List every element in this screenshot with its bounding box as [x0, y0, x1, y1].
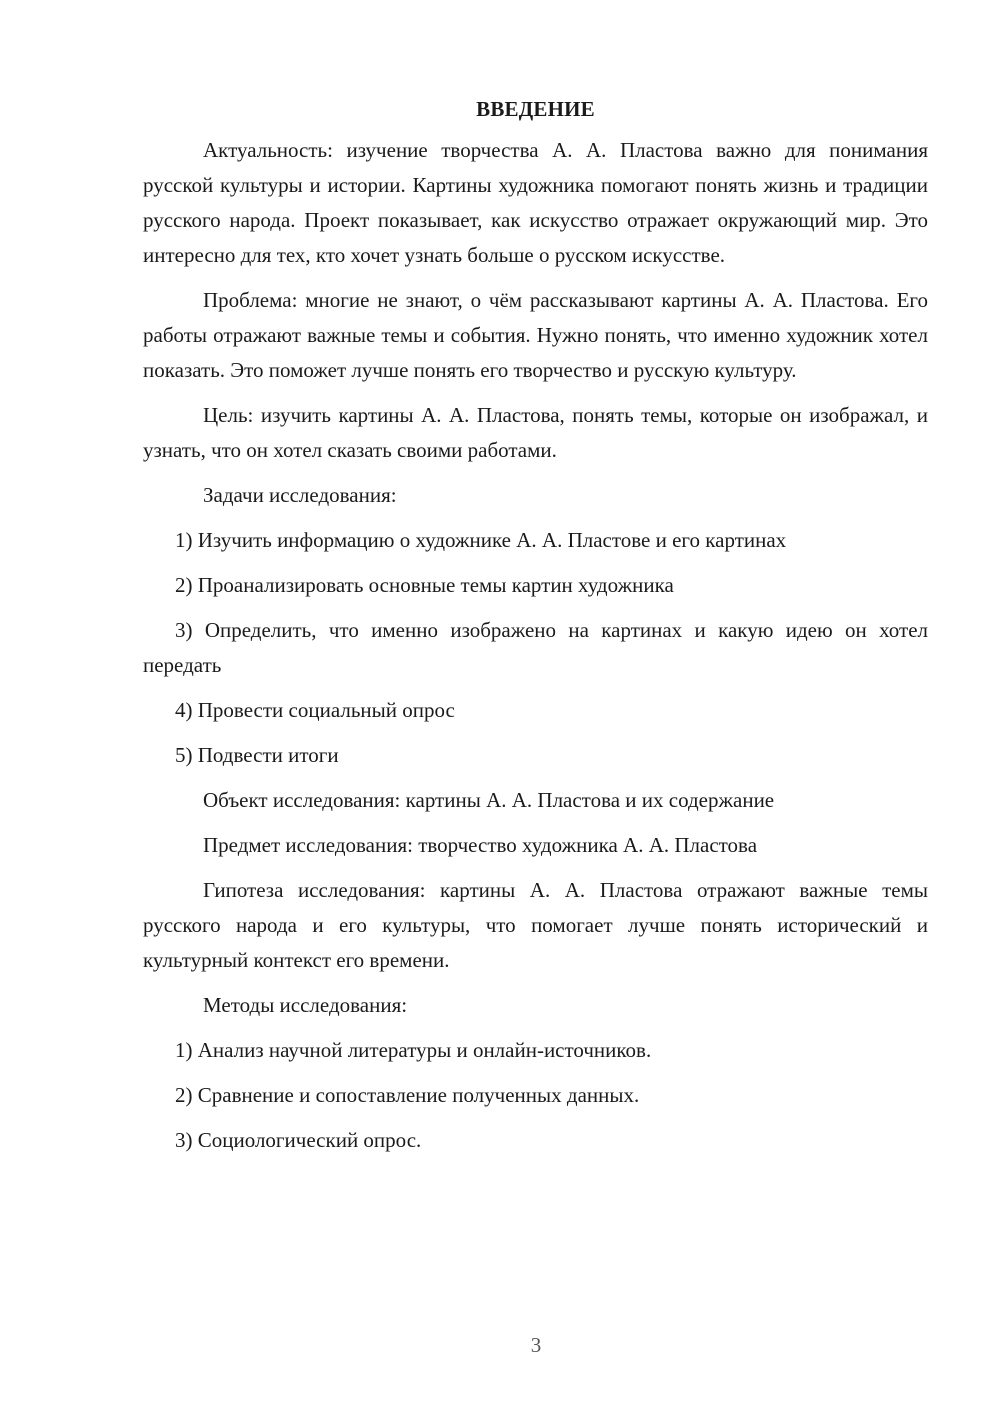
- section-heading: ВВЕДЕНИЕ: [476, 97, 595, 121]
- task-item: 2) Проанализировать основные темы картин художника: [175, 573, 674, 597]
- method-item: 3) Социологический опрос.: [175, 1128, 422, 1152]
- problem-paragraph: Проблема: многие не знают, о чём рассказывают картины А. А. Пластова. Его работы отражают важные темы и события. Нужно понять, что именно художник хотел показать. Это поможет лучше понять его творчество и русскую культуру.: [143, 288, 928, 382]
- relevance-paragraph: Актуальность: изучение творчества А. А. Пластова важно для понимания русской культуры и истории. Картины художника помогают понять жизнь и традиции русского народа. Проект показывает, как искусство отражает окружающий мир. Это интересно для тех, кто хочет узнать больше о русском искусстве.: [143, 138, 928, 267]
- page-number: 3: [530, 1333, 542, 1357]
- task-item: 3) Определить, что именно изображено на картинах и какую идею он хотел передать: [143, 618, 928, 677]
- method-item: 1) Анализ научной литературы и онлайн-источников.: [175, 1038, 652, 1062]
- tasks-title: Задачи исследования:: [203, 483, 397, 507]
- document-page: [143, 92, 928, 1168]
- task-item: 4) Провести социальный опрос: [175, 698, 455, 722]
- task-item: 5) Подвести итоги: [175, 743, 339, 767]
- hypothesis-paragraph: Гипотеза исследования: картины А. А. Пластова отражают важные темы русского народа и его культуры, что помогает лучше понять исторический и культурный контекст его времени.: [143, 878, 928, 972]
- task-item: 1) Изучить информацию о художнике А. А. Пластове и его картинах: [175, 528, 787, 552]
- research-object: Объект исследования: картины А. А. Пластова и их содержание: [203, 788, 775, 812]
- methods-title: Методы исследования:: [203, 993, 408, 1017]
- research-subject: Предмет исследования: творчество художника А. А. Пластова: [203, 833, 758, 857]
- goal-paragraph: Цель: изучить картины А. А. Пластова, понять темы, которые он изображал, и узнать, что он хотел сказать своими работами.: [143, 403, 928, 462]
- method-item: 2) Сравнение и сопоставление полученных данных.: [175, 1083, 640, 1107]
